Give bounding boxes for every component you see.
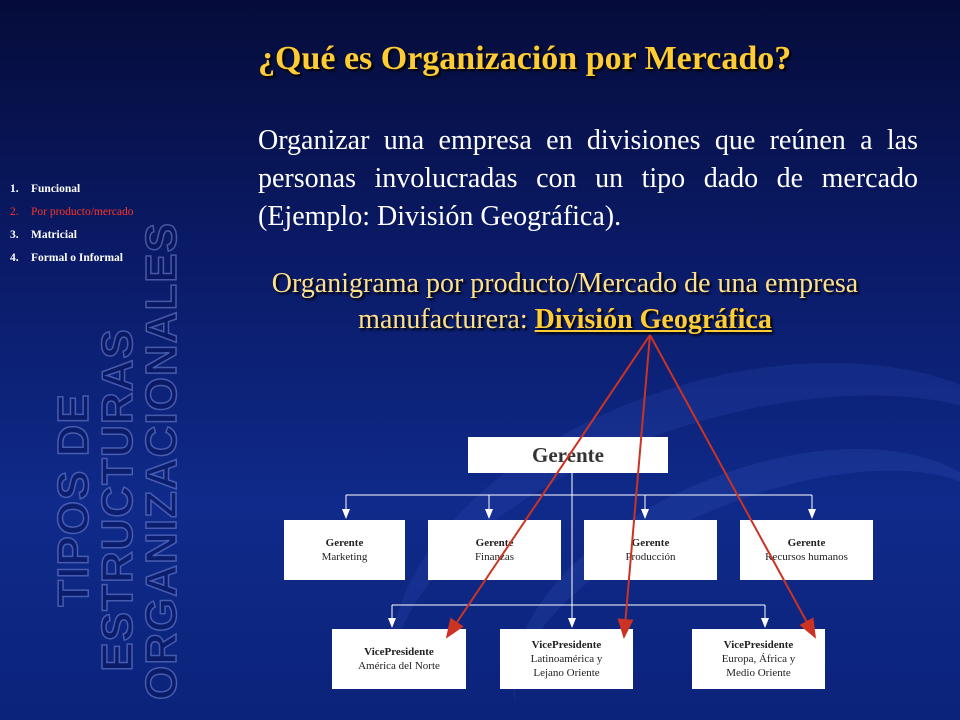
highlight-geografica: División Geográfica xyxy=(534,304,772,335)
slide-title: ¿Qué es Organización por Mercado? xyxy=(258,40,792,77)
org-box-recursos-humanos: Gerente Recursos humanos xyxy=(740,520,873,580)
menu-item-matricial[interactable]: 3. Matricial xyxy=(10,229,77,241)
vertical-section-title: TIPOS DE ESTRUCTURAS ORGANIZACIONALES xyxy=(49,222,186,700)
menu-item-funcional[interactable]: 1. Funcional xyxy=(10,183,81,195)
org-box-vp-america-norte: VicePresidente América del Norte xyxy=(332,629,466,689)
chart-heading-line2: manufacturera: División Geográfica xyxy=(358,304,772,335)
org-box-gerente: Gerente xyxy=(468,437,668,473)
menu-item-formal-informal[interactable]: 4. Formal o Informal xyxy=(10,252,123,264)
org-box-vp-latinoamerica: VicePresidente Latinoamérica y Lejano Oriente xyxy=(500,629,633,689)
org-box-marketing: Gerente Marketing xyxy=(284,520,405,580)
chart-heading-line1: Organigrama por producto/Mercado de una empresa xyxy=(271,268,859,299)
intro-text: Organizar una empresa en divisiones que reúnen a las personas involucradas con un tipo dado de mercado (Ejemplo: División Geográfica). xyxy=(258,125,918,232)
org-box-vp-europa: VicePresidente Europa, África y Medio Oriente xyxy=(692,629,825,689)
menu-item-producto-mercado[interactable]: 2. Por producto/mercado xyxy=(10,206,134,218)
org-box-finanzas: Gerente Finanzas xyxy=(428,520,561,580)
org-box-produccion: Gerente Producción xyxy=(584,520,717,580)
